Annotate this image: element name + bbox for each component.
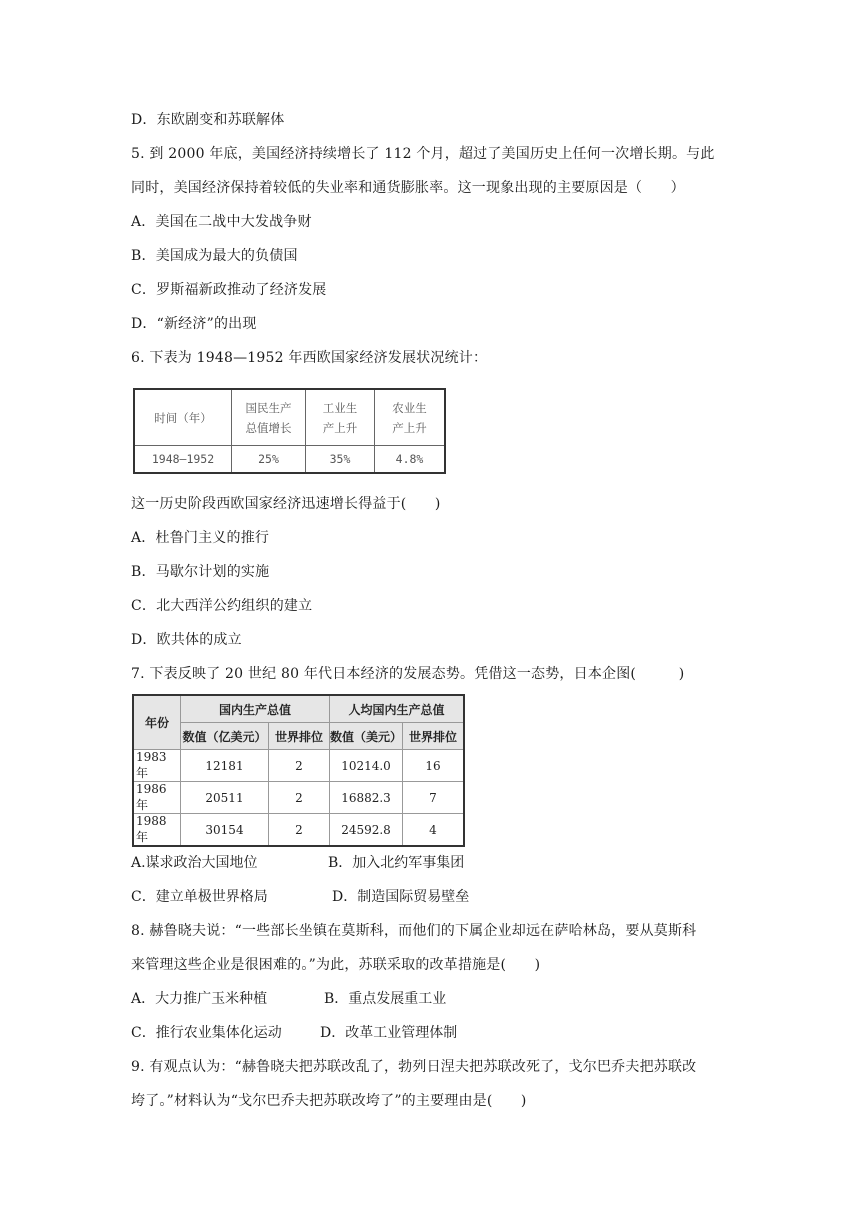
q6-cell-gnp: 25% (232, 446, 306, 474)
q5-stem-line2: 同时，美国经济保持着较低的失业率和通货膨胀率。这一现象出现的主要原因是（ ） (131, 180, 685, 196)
q7-option-a: A.谋求政治大国地位 (131, 855, 258, 871)
q7-cell-per-capita-rank: 7 (403, 782, 465, 814)
q7-header-gdp: 国内生产总值 (181, 695, 330, 723)
q9-stem-line1: 9. 有观点认为：“赫鲁晓夫把苏联改乱了，勃列日涅夫把苏联改死了，戈尔巴乔夫把苏联改 (131, 1059, 697, 1075)
q7-header-gdp-per-capita: 人均国内生产总值 (330, 695, 465, 723)
q7-option-c: C．建立单极世界格局 (131, 889, 268, 905)
q8-options-row2 (131, 1023, 458, 1043)
q6-cell-agriculture: 4.8% (375, 446, 446, 474)
q7-subheader-gdp-rank: 世界排位 (269, 723, 330, 750)
table-row (133, 782, 464, 814)
q7-cell-year: 1988 年 (133, 814, 181, 847)
q7-cell-per-capita: 10214.0 (330, 750, 403, 782)
q6-option-c: C．北大西洋公约组织的建立 (131, 598, 313, 614)
q8-options-row1 (131, 989, 447, 1009)
q5-option-b: B．美国成为最大的负债国 (131, 248, 298, 264)
q8-option-b: B．重点发展重工业 (324, 991, 447, 1007)
q6-stem: 6. 下表为 1948—1952 年西欧国家经济发展状况统计： (131, 350, 488, 366)
q7-cell-year: 1986 年 (133, 782, 181, 814)
q5-option-a: A．美国在二战中大发战争财 (131, 214, 312, 230)
q8-stem-line2: 来管理这些企业是很困难的。”为此，苏联采取的改革措施是( ) (131, 957, 541, 973)
q5-option-c: C．罗斯福新政推动了经济发展 (131, 282, 327, 298)
q7-cell-per-capita-rank: 16 (403, 750, 465, 782)
q7-cell-gdp: 30154 (181, 814, 269, 847)
q7-cell-year: 1983 年 (133, 750, 181, 782)
q6-header-agriculture: 农业生 产上升 (375, 389, 446, 446)
q7-stem: 7. 下表反映了 20 世纪 80 年代日本经济的发展态势。凭借这一态势，日本企图( ) (131, 666, 685, 682)
q7-option-d: D．制造国际贸易壁垒 (332, 889, 470, 905)
q7-cell-gdp-rank: 2 (269, 782, 330, 814)
q7-cell-gdp: 20511 (181, 782, 269, 814)
q8-option-d: D．改革工业管理体制 (320, 1025, 458, 1041)
q7-option-b: B．加入北约军事集团 (328, 855, 465, 871)
q8-option-a: A．大力推广玉米种植 (131, 991, 268, 1007)
q7-japan-economy-table (132, 694, 465, 847)
q8-stem-line1: 8. 赫鲁晓夫说：“一些部长坐镇在莫斯科，而他们的下属企业却远在萨哈林岛，要从莫斯科 (131, 923, 697, 939)
q7-options-row2 (131, 887, 470, 907)
q5-option-d: D．“新经济”的出现 (131, 316, 257, 332)
q8-option-c: C．推行农业集体化运动 (131, 1025, 282, 1041)
q6-option-a: A．杜鲁门主义的推行 (131, 530, 270, 546)
q6-option-d: D．欧共体的成立 (131, 632, 242, 648)
table-row (133, 750, 464, 782)
q9-stem-line2: 垮了。”材料认为“戈尔巴乔夫把苏联改垮了”的主要理由是( ) (131, 1093, 527, 1109)
q7-header-year: 年份 (133, 695, 181, 750)
q6-question: 这一历史阶段西欧国家经济迅速增长得益于( ) (131, 496, 441, 512)
q6-header-industry: 工业生 产上升 (306, 389, 375, 446)
q6-header-time: 时间（年） (134, 389, 232, 446)
q6-option-b: B．马歇尔计划的实施 (131, 564, 270, 580)
q6-header-gnp: 国民生产 总值增长 (232, 389, 306, 446)
q7-cell-gdp-rank: 2 (269, 814, 330, 847)
q5-stem-line1: 5. 到 2000 年底，美国经济持续增长了 112 个月，超过了美国历史上任何一次增长期。与此 (131, 146, 715, 162)
q7-cell-gdp-rank: 2 (269, 750, 330, 782)
q7-cell-gdp: 12181 (181, 750, 269, 782)
q6-cell-period: 1948—1952 (134, 446, 232, 474)
q7-subheader-per-capita-value: 数值（美元） (330, 723, 403, 750)
q7-subheader-gdp-value: 数值（亿美元） (181, 723, 269, 750)
q4-option-d: D．东欧剧变和苏联解体 (131, 112, 285, 128)
q6-cell-industry: 35% (306, 446, 375, 474)
q7-subheader-per-capita-rank: 世界排位 (403, 723, 465, 750)
q6-statistics-table (133, 388, 446, 474)
q7-cell-per-capita: 16882.3 (330, 782, 403, 814)
table-row (133, 814, 464, 847)
q7-cell-per-capita-rank: 4 (403, 814, 465, 847)
q7-cell-per-capita: 24592.8 (330, 814, 403, 847)
q7-options-row1 (131, 853, 465, 873)
